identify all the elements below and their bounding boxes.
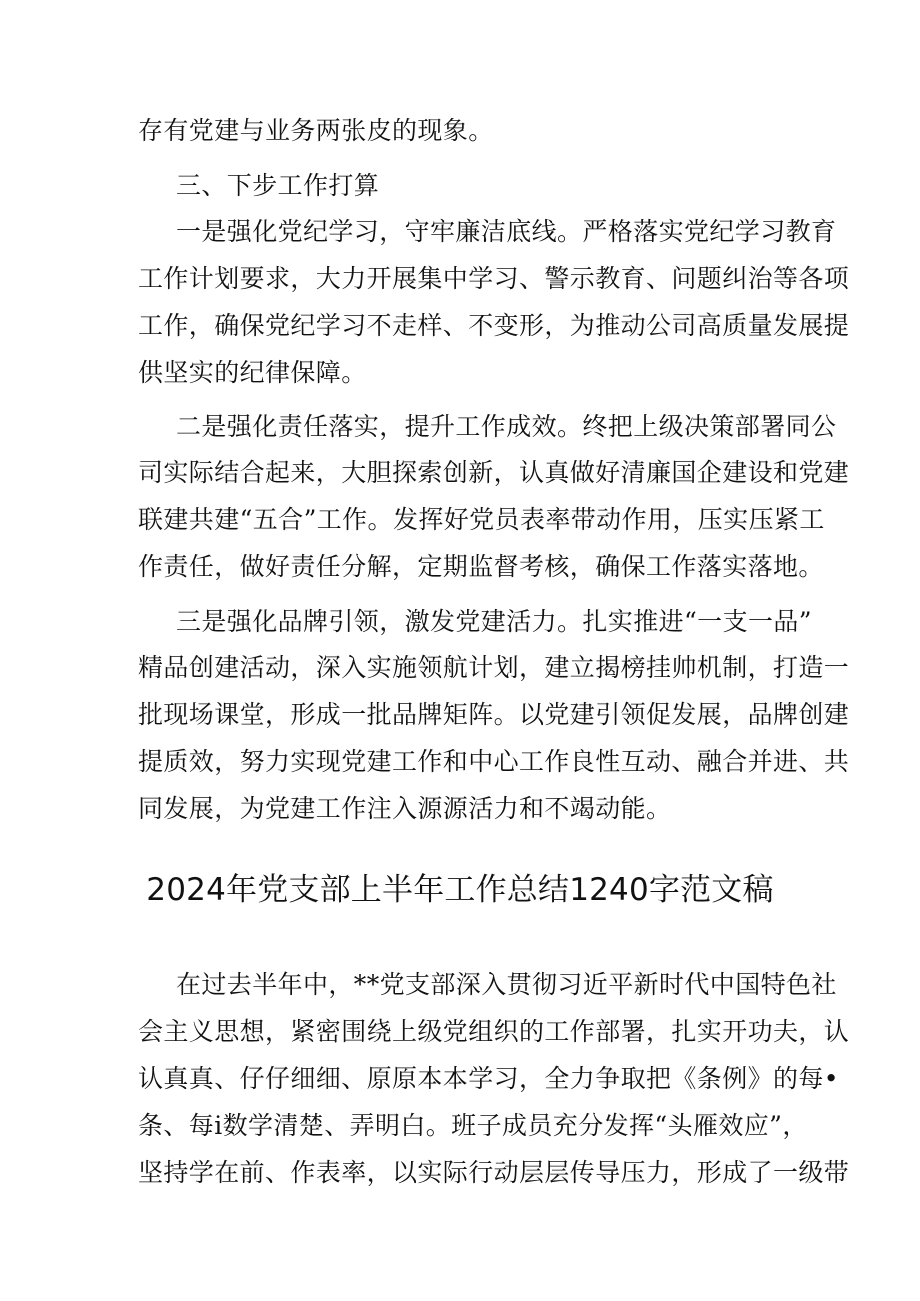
paragraph-line: 坚持学在前、作表率，以实际行动层层传导压力，形成了一级带 [138, 1158, 850, 1187]
paragraph-line: 作责任，做好责任分解，定期监督考核，确保工作落实落地。 [138, 552, 824, 581]
paragraph-line: 条、每i数学清楚、弄明白。班子成员充分发挥“头雁效应”， [138, 1111, 808, 1140]
paragraph-line: 会主义思想，紧密围绕上级党组织的工作部署，扎实开功夫，认 [138, 1017, 850, 1046]
paragraph-line: 一是强化党纪学习，守牢廉洁底线。严格落实党纪学习教育 [176, 217, 837, 246]
document-title: 2024年党支部上半年工作总结1240字范文稿 [146, 872, 774, 908]
paragraph-line: 提质效，努力实现党建工作和中心工作良性互动、融合并进、共 [138, 747, 850, 776]
paragraph-line: 认真真、仔仔细细、原原本本学习，全力争取把《条例》的每• [138, 1064, 839, 1093]
paragraph-line: 三是强化品牌引领，激发党建活力。扎实推进“一支一品” [176, 607, 812, 636]
paragraph-line: 联建共建“五合”工作。发挥好党员表率带动作用，压实压紧工 [138, 505, 825, 534]
paragraph-line: 工作，确保党纪学习不走样、不变形，为推动公司高质量发展提 [138, 311, 850, 340]
paragraph-line: 精品创建活动，深入实施领航计划，建立揭榜挂帅机制，打造一 [138, 653, 850, 682]
paragraph-line: 供坚实的纪律保障。 [138, 358, 367, 387]
paragraph-line: 存有党建与业务两张皮的现象。 [138, 116, 494, 145]
paragraph-line: 在过去半年中，**党支部深入贯彻习近平新时代中国特色社 [176, 970, 837, 999]
paragraph-line: 二是强化责任落实，提升工作成效。终把上级决策部署同公 [176, 412, 837, 441]
section-heading: 三、下步工作打算 [176, 171, 380, 200]
paragraph-line: 批现场课堂，形成一批品牌矩阵。以党建引领促发展，品牌创建 [138, 700, 850, 729]
paragraph-line: 工作计划要求，大力开展集中学习、警示教育、问题纠治等各项 [138, 264, 850, 293]
paragraph-line: 同发展，为党建工作注入源源活力和不竭动能。 [138, 794, 672, 823]
paragraph-line: 司实际结合起来，大胆探索创新，认真做好清廉国企建设和党建 [138, 458, 850, 487]
